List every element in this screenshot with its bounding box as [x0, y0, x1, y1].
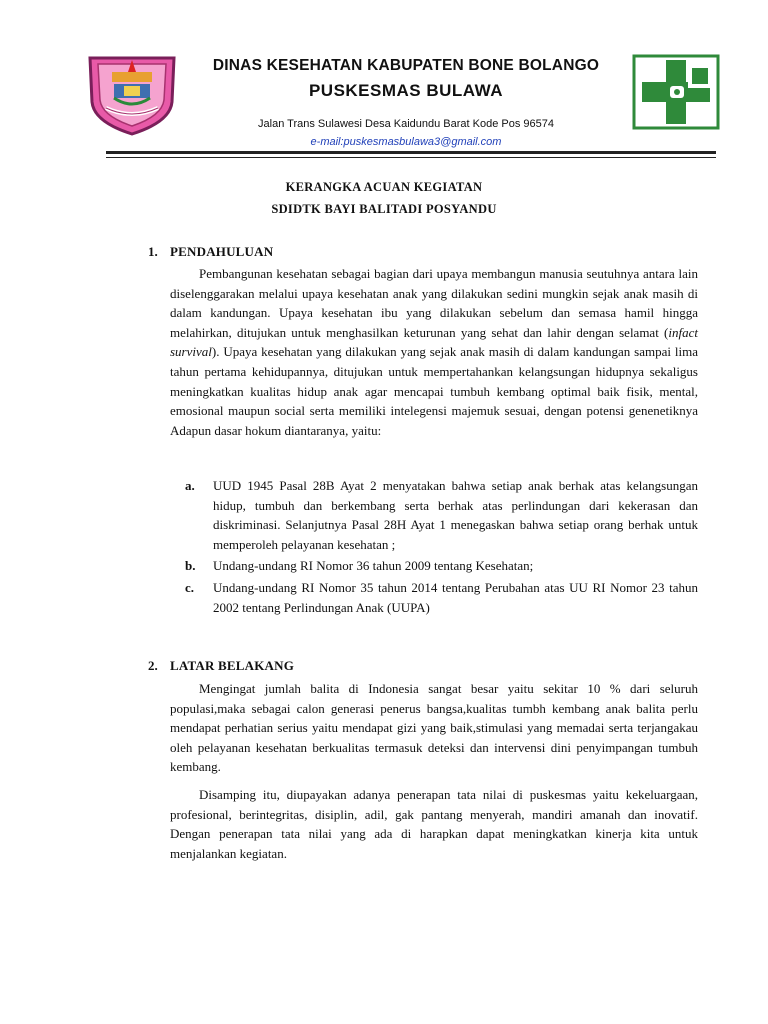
legal-basis-list: [185, 476, 698, 617]
regency-shield-emblem-icon: [84, 50, 180, 136]
document-subtitle: SDIDTK BAYI BALITADI POSYANDU: [271, 202, 497, 216]
list-marker: b.: [185, 558, 196, 574]
section-paragraph: Pembangunan kesehatan sebagai bagian dari upaya membangun manusia seutuhnya antara lain diselenggarakan melalui upaya kesehatan anak yang dilakukan sedini mungkin sejak anak masih di dalam kandungan. Upaya kesehatan ibu yang dilakukan sebelum dan semasa hamil hingga melahirkan, ditujukan untuk menghasilkan keturunan yang sehat dan lahir dengan selamat (infact survival). Upaya kesehatan yang dilakukan yang sejak anak masih di dalam kandungan sampai lima tahun pertama kehidupannya, ditujukan untuk mempertahankan kelangsungan hidupnya sekaligus meningkatkan kualitas hidup anak agar mencapai tumbuh kembang optimal baik fisik, mental, emosional maupun social serta memiliki intelegensi majemuk sesuai, dengan potensi genenetiknya Adapun dasar hokum diantaranya, yaitu:: [170, 266, 698, 438]
institution-name: PUSKESMAS BULAWA: [308, 81, 504, 100]
section-paragraph: Disamping itu, diupayakan adanya penerapan tata nilai di puskesmas yaitu kekeluargaan, profesional, berintegritas, disiplin, adil, gak pantang menyerah, mandiri amanah dan inovatif. Dengan penerapan tata nilai yang ada di harapkan dapat meningkatkan kinerja kita untuk menjalankan kegiatan.: [170, 787, 698, 861]
list-item: [185, 578, 698, 617]
list-item: [185, 476, 698, 554]
section-heading: LATAR BELAKANG: [170, 658, 295, 673]
institution-address: Jalan Trans Sulawesi Desa Kaidundu Barat Kode Pos 96574: [258, 118, 554, 130]
italic-term: infact survival: [170, 324, 698, 360]
letterhead-divider-thick: [106, 151, 716, 154]
section-number: 2.: [148, 658, 158, 673]
section-number: 1.: [148, 244, 158, 259]
agency-name: DINAS KESEHATAN KABUPATEN BONE BOLANGO: [212, 57, 600, 74]
institution-email: e-mail:puskesmasbulawa3@gmail.com: [310, 136, 502, 148]
document-title: KERANGKA ACUAN KEGIATAN: [285, 180, 483, 194]
letterhead-divider-thin: [106, 157, 716, 158]
puskesmas-green-cross-icon: [632, 54, 720, 130]
list-marker: a.: [185, 478, 195, 493]
list-marker: c.: [185, 579, 195, 595]
list-item-text: Undang-undang RI Nomor 35 tahun 2014 tentang Perubahan atas UU RI Nomor 23 tahun 2002 tentang Perlindungan Anak (UUPA): [213, 579, 698, 615]
list-item: [185, 556, 698, 576]
letterhead-text: [180, 56, 632, 149]
section-paragraph: Mengingat jumlah balita di Indonesia sangat besar yaitu sekitar 10 % dari seluruh populasi,maka sebagai calon generasi penerus bangsa,kualitas tumbh kembang anak balita perlu mendapat perhatian serius yaitu mendapat gizi yang baik,stimulasi yang memadai serta terjangakau oleh pelayanan kesehatan berkualitas termasuk deteksi dan intervensi dini penyimpangan tumbuh kembang.: [170, 681, 698, 775]
list-item-text: UUD 1945 Pasal 28B Ayat 2 menyatakan bahwa setiap anak berhak atas kelangsungan hidup, tumbuh dan berkembang serta berhak atas perlindungan dari kekerasan dan diskriminasi. Selanjutnya Pasal 28H Ayat 1 menegaskan bahwa setiap orang berhak untuk memperoleh pelayanan kesehatan ;: [213, 478, 698, 552]
section-heading: PENDAHULUAN: [170, 244, 274, 259]
list-item-text: Undang-undang RI Nomor 36 tahun 2009 tentang Kesehatan;: [213, 558, 534, 574]
